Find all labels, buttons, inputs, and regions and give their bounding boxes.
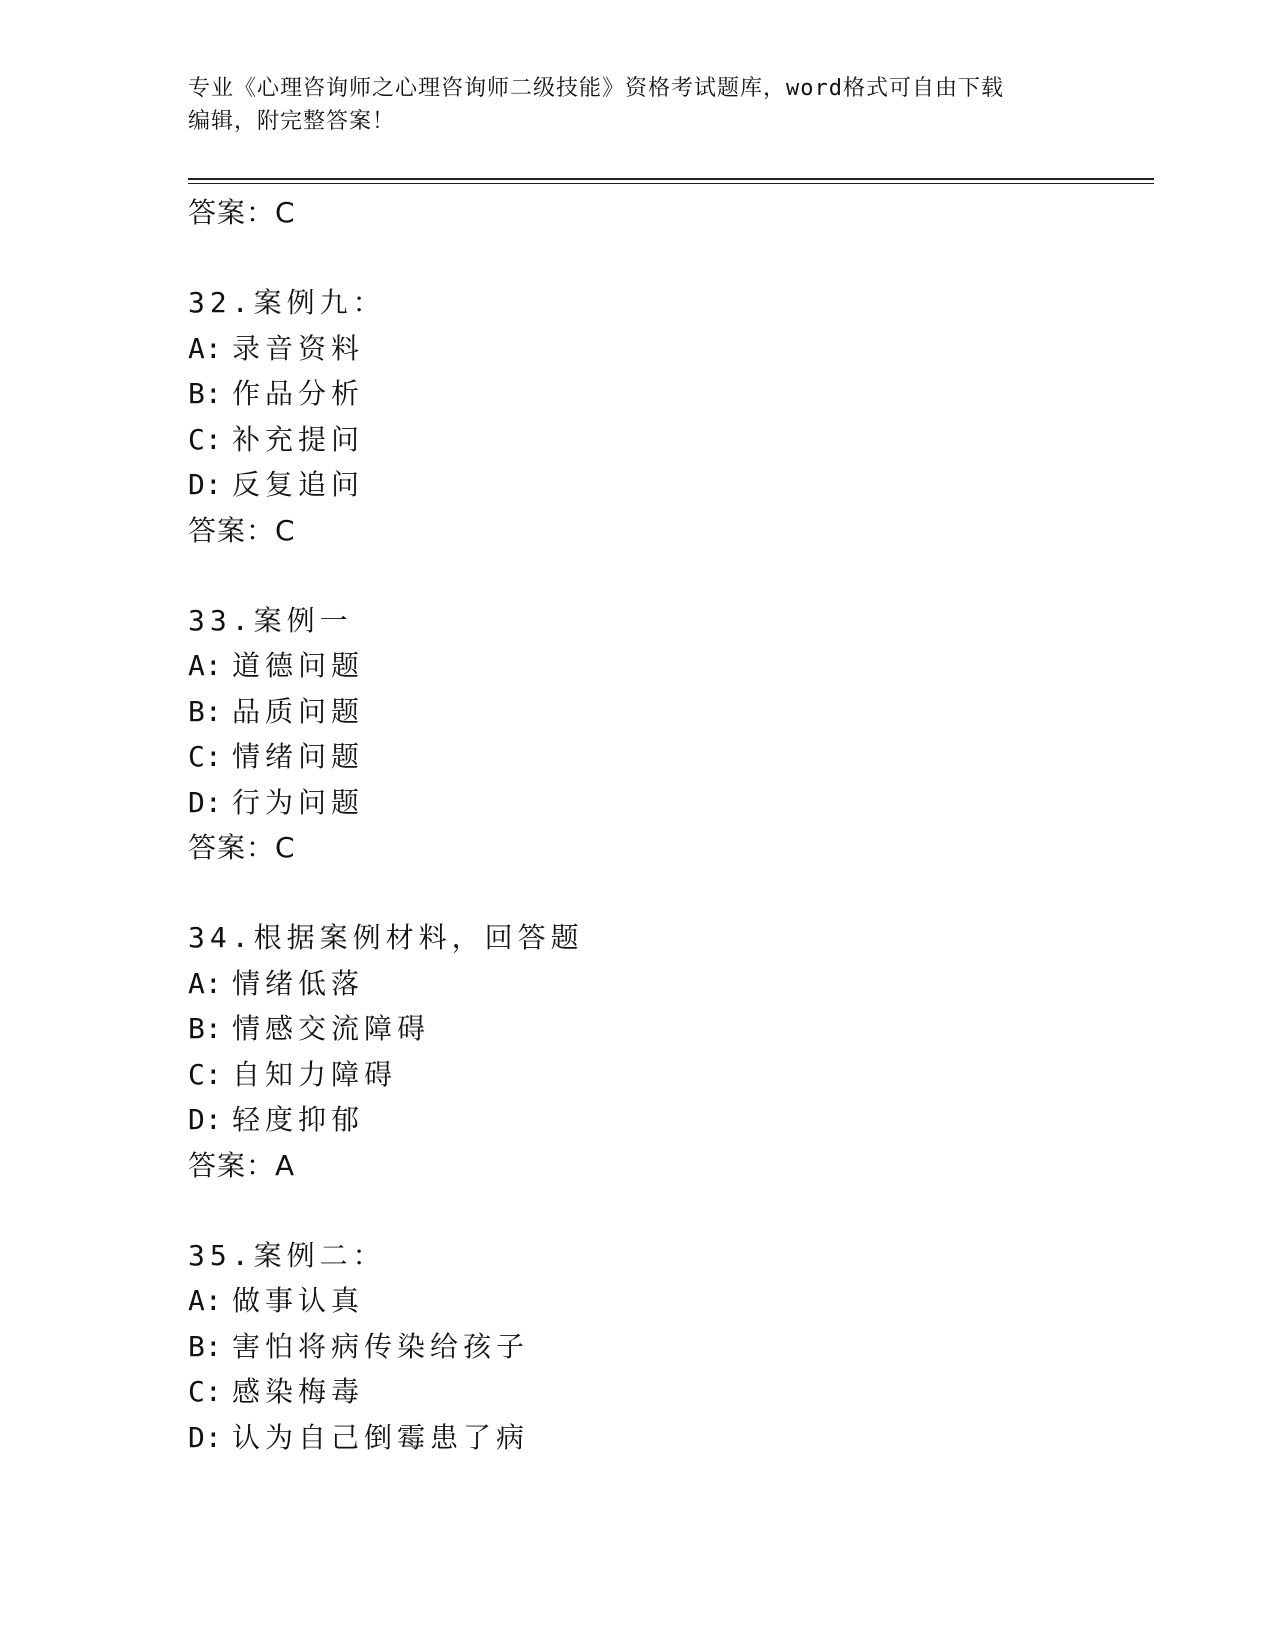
question-stem: 33.案例一 xyxy=(188,603,353,637)
option-text: 情绪问题 xyxy=(232,740,365,773)
option-c xyxy=(188,1369,1148,1415)
option-a xyxy=(188,643,1148,689)
question-stem: 35.案例二： xyxy=(188,1238,386,1272)
option-text: 害怕将病传染给孩子 xyxy=(232,1329,530,1363)
option-label: B: xyxy=(188,694,222,728)
header-line-1: 专业《心理咨询师之心理咨询师二级技能》资格考试题库，word格式可自由下载 xyxy=(188,76,1004,101)
answer: 答案：C xyxy=(188,831,296,864)
question-33 xyxy=(188,598,1148,872)
question-34 xyxy=(188,915,1148,1189)
option-label: C: xyxy=(188,1057,222,1091)
spacer xyxy=(188,236,1148,280)
option-label: C: xyxy=(188,1375,222,1408)
option-text: 录音资料 xyxy=(232,331,365,365)
option-b xyxy=(188,1006,1148,1052)
option-d xyxy=(188,1097,1148,1143)
spacer xyxy=(188,1189,1148,1233)
option-text: 品质问题 xyxy=(232,694,365,728)
option-text: 道德问题 xyxy=(232,649,365,682)
header-divider-thin xyxy=(188,183,1154,184)
option-c xyxy=(188,1052,1148,1098)
option-label: D: xyxy=(188,1103,222,1136)
option-text: 情感交流障碍 xyxy=(232,1012,431,1045)
option-label: C: xyxy=(188,740,222,773)
option-text: 情绪低落 xyxy=(232,966,365,1000)
option-label: B: xyxy=(188,1012,222,1045)
option-text: 认为自己倒霉患了病 xyxy=(232,1420,530,1454)
option-text: 反复追问 xyxy=(232,468,365,501)
option-label: D: xyxy=(188,785,222,819)
spacer xyxy=(188,554,1148,598)
option-d xyxy=(188,1415,1148,1461)
option-d xyxy=(188,780,1148,826)
question-stem: 34.根据案例材料，回答题 xyxy=(188,921,584,954)
option-label: D: xyxy=(188,1420,222,1454)
option-text: 轻度抑郁 xyxy=(232,1103,365,1136)
option-text: 做事认真 xyxy=(232,1284,365,1317)
option-label: A: xyxy=(188,966,222,1000)
option-label: D: xyxy=(188,468,222,501)
option-text: 补充提问 xyxy=(232,422,365,456)
option-label: A: xyxy=(188,1284,222,1317)
option-a xyxy=(188,1278,1148,1324)
option-label: C: xyxy=(188,422,222,456)
option-a xyxy=(188,961,1148,1007)
option-b xyxy=(188,371,1148,417)
question-list xyxy=(188,190,1148,1460)
option-label: A: xyxy=(188,649,222,682)
document-header xyxy=(188,72,1088,138)
option-c xyxy=(188,734,1148,780)
option-b xyxy=(188,689,1148,735)
option-text: 感染梅毒 xyxy=(232,1375,365,1408)
option-text: 行为问题 xyxy=(232,785,365,819)
option-d xyxy=(188,462,1148,508)
option-label: A: xyxy=(188,331,222,365)
option-a xyxy=(188,326,1148,372)
answer: 答案：A xyxy=(188,1148,296,1182)
option-text: 自知力障碍 xyxy=(232,1057,398,1091)
question-32 xyxy=(188,280,1148,554)
header-line-2: 编辑，附完整答案！ xyxy=(188,109,396,134)
header-divider-thick xyxy=(188,178,1154,180)
option-b xyxy=(188,1324,1148,1370)
answer: 答案：C xyxy=(188,513,296,547)
option-text: 作品分析 xyxy=(232,377,365,410)
option-label: B: xyxy=(188,377,222,410)
spacer xyxy=(188,871,1148,915)
question-35 xyxy=(188,1233,1148,1461)
option-label: B: xyxy=(188,1329,222,1363)
previous-answer: 答案：C xyxy=(188,196,296,229)
option-c xyxy=(188,417,1148,463)
question-stem: 32.案例九： xyxy=(188,286,386,319)
